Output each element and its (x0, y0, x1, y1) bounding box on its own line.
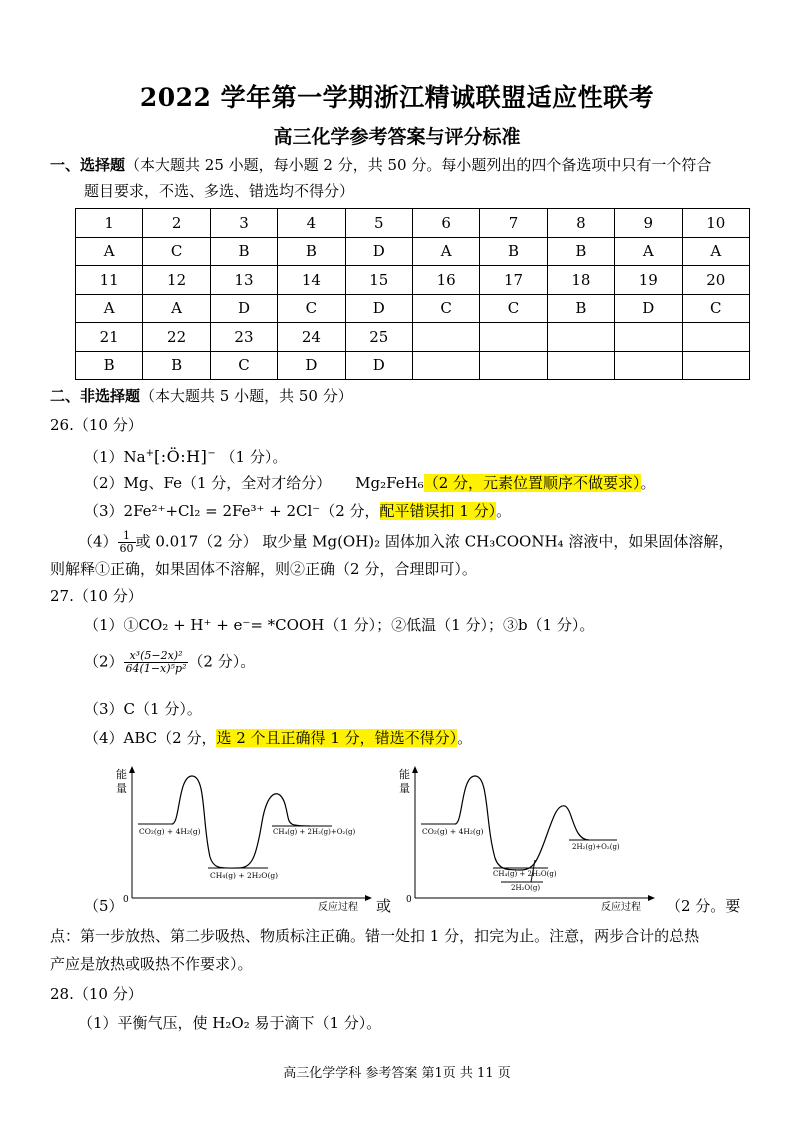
table-cell: 3 (210, 209, 277, 238)
diagram2-label-water: 2H₂O(g) (511, 884, 541, 892)
q26-part4 (78, 530, 733, 555)
q27-part5-or: 或 (376, 897, 392, 915)
q27-p2-fraction (124, 650, 189, 675)
table-cell: 22 (143, 323, 210, 352)
q26-p4-label: （4） (78, 532, 118, 551)
table-cell: 11 (76, 266, 143, 295)
table-cell: 7 (480, 209, 547, 238)
table-cell: 18 (547, 266, 614, 295)
diagram1-origin: 0 (123, 895, 129, 905)
section1-desc: （本大题共 25 小题，每小题 2 分，共 50 分。每小题列出的四个备选项中只有一个符合 (125, 156, 712, 174)
q27-part5-cont1: 点：第一步放热、第二步吸热、物质标注正确。错一处扣 1 分，扣完为止。注意，两步合计的总热 (50, 927, 700, 945)
table-cell: 25 (345, 323, 412, 352)
table-cell (547, 323, 614, 352)
section2-desc: （本大题共 5 小题，共 50 分） (140, 387, 353, 405)
q27-p4-text: （4）ABC（2 分， (84, 729, 217, 747)
table-cell: B (480, 237, 547, 266)
diagram1-xlabel: 反应过程 (318, 902, 358, 912)
table-cell: B (76, 351, 143, 380)
table-cell (615, 323, 682, 352)
q26-part4-cont: 则解释①正确，如果固体不溶解，则②正确（2 分，合理即可）。 (50, 560, 477, 578)
table-cell: B (210, 237, 277, 266)
diagram1-x-axis-arrow-icon (365, 895, 372, 901)
table-cell: C (143, 237, 210, 266)
table-cell: 4 (278, 209, 345, 238)
table-row (76, 237, 750, 266)
diagram2-x-axis-arrow-icon (648, 895, 655, 901)
section1-intro (50, 154, 711, 176)
table-cell: B (143, 351, 210, 380)
q26-part1: （1）Na+[:Ö:H]− （1 分）。 (84, 447, 288, 466)
table-cell: D (345, 237, 412, 266)
table-row (76, 294, 750, 323)
diagram2-label-reactant: CO₂(g) + 4H₂(g) (422, 827, 484, 836)
table-cell: A (76, 237, 143, 266)
q27-p4-end: 。 (457, 729, 473, 747)
q27-part1: （1）①CO₂ + H⁺ + e⁻= *COOH（1 分）；②低温（1 分）；③b（1 分）。 (84, 616, 595, 634)
q27-p2-label: （2） (84, 652, 124, 671)
document-subtitle: 高三化学参考答案与评分标准 (273, 126, 521, 148)
table-cell: 17 (480, 266, 547, 295)
q27-part5-cont2: 产应是放热或吸热不作要求）。 (50, 955, 253, 973)
diagram2-label-product: 2H₂(g)+O₂(g) (572, 843, 620, 851)
table-cell: 14 (278, 266, 345, 295)
table-cell: D (615, 294, 682, 323)
table-cell: A (76, 294, 143, 323)
table-cell: 23 (210, 323, 277, 352)
diagram1-ylabel-1: 能 (116, 768, 127, 781)
table-cell: 9 (615, 209, 682, 238)
table-cell (682, 351, 749, 380)
q27-heading: 27.（10 分） (50, 587, 143, 605)
q27-p2-score: （2 分）。 (188, 652, 256, 671)
q26-p3-text: （3）2Fe²⁺+Cl₂ = 2Fe³⁺ + 2Cl⁻（2 分， (84, 502, 380, 520)
diagram2-label-mid: CH₄(g) + 2H₂O(g) (493, 870, 557, 878)
table-cell: 5 (345, 209, 412, 238)
q27-part5-score: （2 分。要 (666, 897, 741, 915)
q27-p4-highlight-note: 选 2 个且正确得 1 分，错选不得分） (216, 729, 458, 747)
diagram2-y-axis-arrow-icon (412, 766, 418, 773)
q26-p2-text: （2）Mg、Fe（1 分，全对才给分） (84, 474, 332, 492)
q26-part2 (84, 472, 656, 494)
table-cell: 13 (210, 266, 277, 295)
table-cell: D (210, 294, 277, 323)
table-cell: C (480, 294, 547, 323)
q27-part5-label: （5） (84, 897, 124, 915)
table-cell: 24 (278, 323, 345, 352)
fraction-numerator: 1 (118, 530, 136, 543)
diagram1-label-product: CH₄(g) + 2H₂(g)+O₂(g) (273, 828, 356, 836)
section2-heading: 二、非选择题 (50, 387, 141, 405)
table-cell (480, 351, 547, 380)
table-cell: 20 (682, 266, 749, 295)
answer-table (75, 208, 750, 380)
section2-intro (50, 385, 353, 407)
table-cell: D (345, 351, 412, 380)
table-cell (615, 351, 682, 380)
table-cell: D (278, 351, 345, 380)
diagram1-curve (172, 776, 310, 868)
table-cell: 21 (76, 323, 143, 352)
fraction-numerator: x³(5−2x)² (124, 650, 189, 663)
q26-p2-formula: Mg₂FeH₆ (355, 474, 424, 492)
fraction-denominator: 64(1−x)⁵p² (125, 662, 187, 675)
q26-p2-end: 。 (640, 474, 656, 492)
diagram2-ylabel-1: 能 (399, 768, 410, 781)
table-cell: 15 (345, 266, 412, 295)
table-cell: 12 (143, 266, 210, 295)
table-cell (547, 351, 614, 380)
table-cell: B (547, 237, 614, 266)
table-cell: C (682, 294, 749, 323)
table-cell: B (547, 294, 614, 323)
table-cell: 2 (143, 209, 210, 238)
table-cell: 16 (412, 266, 479, 295)
diagram2-xlabel: 反应过程 (601, 902, 641, 912)
section1-heading: 一、选择题 (50, 156, 126, 174)
diagram1-label-mid: CH₄(g) + 2H₂O(g) (210, 871, 279, 880)
diagram2-origin: 0 (406, 895, 412, 905)
q26-p1-label: （1） (84, 448, 124, 466)
table-cell: C (278, 294, 345, 323)
document-title: 2022 学年第一学期浙江精诚联盟适应性联考 (139, 83, 655, 112)
diagram1-y-axis-arrow-icon (129, 766, 135, 773)
diagram1-ylabel-2: 量 (116, 782, 127, 795)
table-cell: D (345, 294, 412, 323)
table-cell: A (143, 294, 210, 323)
q27-part4 (84, 727, 472, 749)
fraction-denominator: 60 (119, 542, 134, 555)
table-cell (682, 323, 749, 352)
q26-p4-fraction (118, 530, 136, 555)
naoh-electron-formula: [:Ö:H] (154, 447, 208, 466)
q26-p4-text: 或 0.017（2 分） 取少量 Mg(OH)₂ 固体加入浓 CH₃COONH₄ 溶液中，如果固体溶解， (135, 532, 734, 551)
q28-heading: 28.（10 分） (50, 985, 143, 1003)
table-cell (480, 323, 547, 352)
table-cell (412, 323, 479, 352)
q27-part2 (84, 650, 255, 675)
q26-part3 (84, 500, 511, 522)
table-row (76, 351, 750, 380)
diagram2-ylabel-2: 量 (399, 782, 410, 795)
table-row (76, 266, 750, 295)
q26-p3-highlight-note: 配平错误扣 1 分） (379, 502, 497, 520)
table-cell: C (210, 351, 277, 380)
table-cell: A (412, 237, 479, 266)
table-cell: 19 (615, 266, 682, 295)
energy-diagram-2 (393, 762, 658, 912)
table-cell: 1 (76, 209, 143, 238)
section1-desc-cont: 题目要求，不选、多选、错选均不得分） (84, 182, 355, 200)
energy-diagram-1 (110, 762, 375, 912)
q26-p3-end: 。 (496, 502, 512, 520)
q28-part1: （1）平衡气压，使 H₂O₂ 易于滴下（1 分）。 (78, 1014, 382, 1032)
table-cell: 10 (682, 209, 749, 238)
table-cell (412, 351, 479, 380)
table-cell: B (278, 237, 345, 266)
table-cell: 6 (412, 209, 479, 238)
table-cell: A (682, 237, 749, 266)
table-row (76, 209, 750, 238)
table-cell: C (412, 294, 479, 323)
q26-heading: 26.（10 分） (50, 416, 143, 434)
q26-p2-highlight-note: （2 分，元素位置顺序不做要求） (423, 474, 641, 492)
table-cell: A (615, 237, 682, 266)
diagram1-label-reactant: CO₂(g) + 4H₂(g) (139, 827, 201, 836)
q26-p1-score: （1 分）。 (220, 448, 288, 466)
q27-part3: （3）C（1 分）。 (84, 700, 202, 718)
diagram2-curve (455, 776, 589, 870)
table-row (76, 323, 750, 352)
table-cell: 8 (547, 209, 614, 238)
page-footer: 高三化学学科 参考答案 第1页 共 11 页 (283, 1066, 511, 1081)
